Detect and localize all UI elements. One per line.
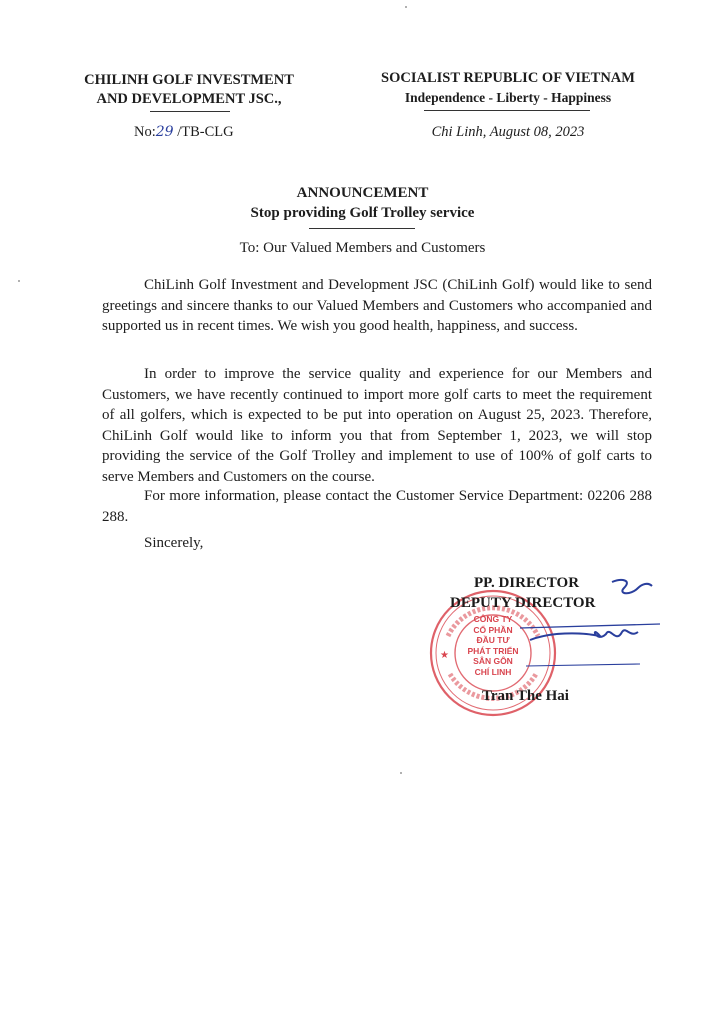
body-paragraph-3: For more information, please contact the Customer Service Department: 02206 288 288.: [102, 488, 652, 525]
place-date: Chi Linh, August 08, 2023: [431, 124, 585, 140]
document-subtitle: Stop providing Golf Trolley service: [250, 205, 475, 221]
company-name: [58, 71, 320, 109]
seal-line: PHÁT TRIỂN: [467, 645, 519, 656]
company-name-line2: AND DEVELOPMENT JSC.,: [96, 91, 282, 107]
doc-number-handwritten: 29: [155, 124, 174, 140]
company-name-line1: CHILINH GOLF INVESTMENT: [84, 72, 294, 88]
scan-speck: [405, 6, 407, 8]
body-paragraph-2: In order to improve the service quality and experience for our Members and Customers, we have recently continued to import more golf carts to meet the requirement of all golfers, which is expected to be put into operation on August 25, 2023. Therefore, ChiLinh Golf would like to inform you that from September 1, 2023, we will stop providing the service of the Golf Trolley and implement to use of 100% of golf carts to serve Members and Customers on the course.: [102, 366, 652, 485]
doc-number-suffix: /TB-CLG: [173, 124, 234, 140]
doc-number-prefix: No:: [134, 124, 156, 140]
company-underline: [150, 111, 230, 112]
scan-speck: [400, 772, 402, 774]
national-motto: Independence - Liberty - Happiness: [404, 90, 612, 105]
seal-line: ĐẦU TƯ: [476, 635, 510, 645]
signer-name: Tran The Hai: [482, 688, 569, 704]
document-number: [134, 124, 234, 141]
national-header: [352, 69, 664, 107]
svg-text:★: ★: [440, 650, 449, 661]
title-underline: [309, 228, 415, 229]
signer-subtitle: DEPUTY DIRECTOR: [450, 595, 596, 611]
seal-line: CÔNG TY: [473, 614, 513, 624]
body-paragraph-1: ChiLinh Golf Investment and Development JSC (ChiLinh Golf) would like to send greetings and sincere thanks to our Valued Members and Customers who accompanied and supported us in recent times. We wish you good health, happiness, and success.: [102, 277, 652, 334]
document-title: ANNOUNCEMENT: [296, 185, 429, 201]
closing: Sincerely,: [144, 535, 204, 551]
seal-line: CHÍ LINH: [474, 666, 512, 677]
salutation: To: Our Valued Members and Customers: [239, 240, 486, 256]
motto-underline: [424, 110, 590, 111]
country-name: SOCIALIST REPUBLIC OF VIETNAM: [381, 70, 635, 86]
seal-line: CỔ PHẦN: [473, 624, 513, 635]
signature-block: [420, 574, 680, 724]
signer-title: PP. DIRECTOR: [474, 575, 580, 591]
scan-speck: [18, 280, 20, 282]
handwritten-signature-icon: [490, 574, 680, 684]
seal-line: SÂN GÔN: [473, 656, 513, 666]
